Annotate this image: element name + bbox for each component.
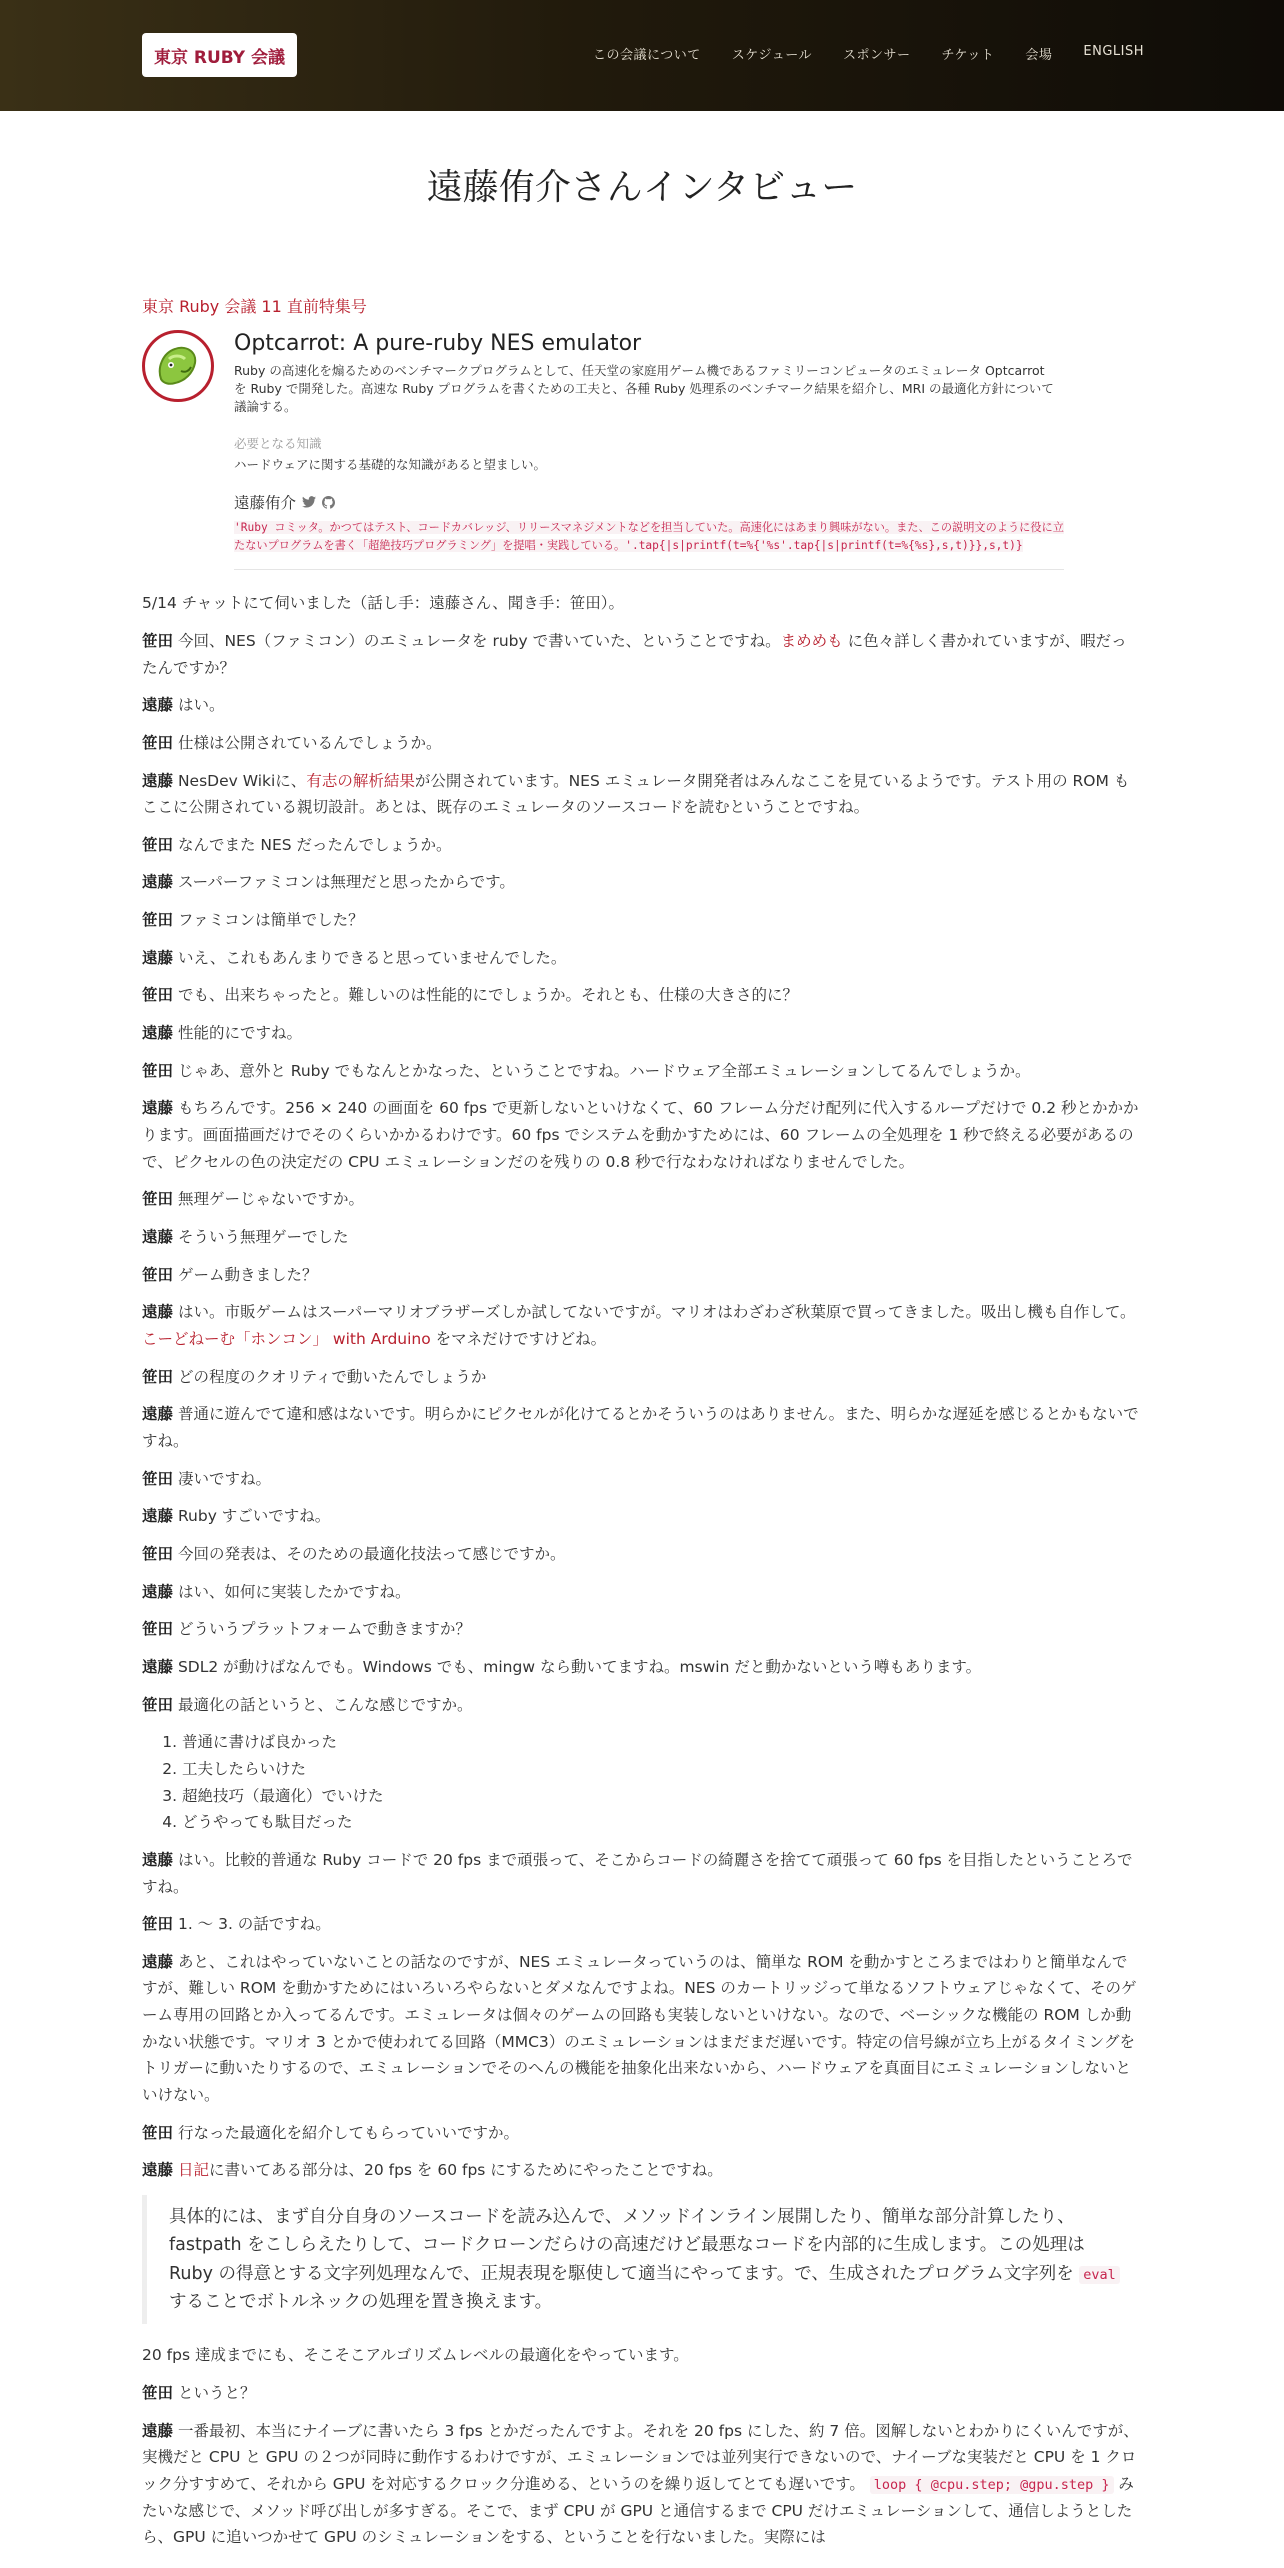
qa-paragraph — [142, 832, 1142, 859]
speaker-label: 遠藤 — [142, 696, 174, 715]
nav-about[interactable]: この会議について — [593, 48, 701, 63]
speaker-avatar-icon — [151, 339, 205, 393]
nav-venue[interactable]: 会場 — [1025, 48, 1053, 63]
speaker-label: 笹田 — [142, 1367, 174, 1386]
speaker-label: 笹田 — [142, 1544, 174, 1563]
qa-text: みたいな感じで、メソッド呼び出しが多すぎる。そこで、まず CPU が GPU と通信するまで CPU だけエミュレーションして、通信しようとしたら、GPU に追いつかせて GPU のシミュレーションをする、ということを行ないました。実際には — [142, 2475, 1134, 2547]
qa-text: に色々詳しく書かれていますが、暇だったんですか？ — [142, 631, 1127, 677]
quote-text: 具体的には、まず自分自身のソースコードを読み込んで、メソッドインライン展開したり、簡単な部分計算したり、fastpath をこしらえたりして、コードクローンだらけの高速だけど最悪なコードを内部的に生成します。この処理は Ruby の得意とする文字列処理なんで、正規表現を駆使して適当にやってます。で、生成されたプログラム文字列を — [169, 2207, 1085, 2284]
speaker-label: 遠藤 — [142, 1507, 174, 1526]
speaker-label: 遠藤 — [142, 2421, 174, 2440]
qa-paragraph — [142, 1466, 1142, 1493]
site-logo[interactable]: 東京 RUBY 会議 — [142, 33, 297, 77]
qa-paragraph — [142, 1095, 1142, 1175]
list-item: 4. どうやっても駄目だった — [182, 1809, 1142, 1836]
github-icon[interactable] — [322, 496, 335, 509]
qa-text: じゃあ、意外と Ruby でもなんとかなった、ということですね。ハードウェア全部エミュレーションしてるんでしょうか。 — [177, 1061, 1031, 1080]
speaker-line — [234, 491, 1064, 513]
qa-text: はい。比較的普通な Ruby コードで 20 fps まで頑張って、そこからコードの綺麗さを捨てて頑張って 60 fps を目指したということろですね。 — [142, 1850, 1133, 1896]
qa-text: 一番最初、本当にナイーブに書いたら 3 fps とかだったんですよ。それを 20 fps にした、約 7 倍。図解しないとわかりにくいんですが、実機だと CPU と GPU の２つが同時に動作するわけですが、エミュレーションでは並列実行できないので、ナイーブな実装だと CPU を 1 クロック分すすめて、それから GPU を対応するクロック分進める、というのを繰り返してとても遅いです。 — [142, 2421, 1139, 2494]
qa-text: Ruby すごいですね。 — [177, 1507, 331, 1526]
speaker-label: 笹田 — [142, 2384, 174, 2403]
speaker-label: 遠藤 — [142, 1657, 174, 1676]
speaker-label: 遠藤 — [142, 1850, 174, 1869]
qa-paragraph — [142, 1401, 1142, 1454]
qa-paragraph — [142, 1692, 1142, 1719]
speaker-name: 遠藤侑介 — [234, 494, 297, 513]
qa-paragraph — [142, 2380, 1142, 2407]
speaker-label: 笹田 — [142, 1695, 174, 1714]
speaker-label: 遠藤 — [142, 1024, 174, 1043]
speaker-label: 遠藤 — [142, 1405, 174, 1424]
qa-text: でも、出来ちゃったと。難しいのは性能的にでしょうか。それとも、仕様の大きさ的に？ — [177, 986, 798, 1005]
qa-text: 行なった最適化を紹介してもらっていいですか。 — [177, 2123, 519, 2142]
page-title: 遠藤侑介さんインタビュー — [426, 167, 858, 208]
qa-paragraph — [142, 1654, 1142, 1681]
special-issue-label: 東京 Ruby 会議 11 直前特集号 — [142, 297, 367, 316]
speaker-label: 笹田 — [142, 733, 174, 752]
qa-text: はい。市販ゲームはスーパーマリオブラザーズしか試してないですが。マリオはわざわざ秋葉原で買ってきました。吸出し機も自作して。 — [177, 1303, 1136, 1322]
qa-paragraph — [142, 1364, 1142, 1391]
qa-paragraph — [142, 1616, 1142, 1643]
diary-quote — [142, 2195, 1142, 2324]
nav-schedule[interactable]: スケジュール — [731, 48, 812, 63]
speaker-label: 笹田 — [142, 911, 174, 930]
quote-text: することでボトルネックの処理を置き換えます。 — [169, 2292, 553, 2313]
speaker-label: 遠藤 — [142, 1228, 174, 1247]
diary-link[interactable]: 日記 — [177, 2161, 209, 2180]
main-nav — [593, 44, 1144, 63]
speaker-label: 遠藤 — [142, 948, 174, 967]
qa-paragraph — [142, 1186, 1142, 1213]
speaker-label: 笹田 — [142, 1469, 174, 1488]
speaker-label: 笹田 — [142, 631, 174, 650]
nav-english[interactable]: ENGLISH — [1083, 44, 1144, 59]
speaker-label: 笹田 — [142, 1265, 174, 1284]
talk-description: Ruby の高速化を煽るためのベンチマークプログラムとして、任天堂の家庭用ゲーム機であるファミリーコンピュータのエミュレータ Optcarrot を Ruby で開発した。高速な Ruby プログラムを書くための工夫と、各種 Ruby 処理系のベンチマーク結果を紹介し、MRI の最適化方針について議論する。 — [234, 363, 1054, 415]
main-content — [142, 111, 1142, 2551]
interview-article — [142, 590, 1142, 2551]
site-header — [0, 0, 1284, 111]
qa-text: 性能的にですね。 — [177, 1024, 302, 1043]
qa-paragraph — [142, 1224, 1142, 1251]
qa-text: スーパーファミコンは無理だと思ったからです。 — [177, 873, 515, 892]
speaker-label: 笹田 — [142, 1620, 174, 1639]
qa-paragraph — [142, 730, 1142, 757]
qa-paragraph — [142, 1541, 1142, 1568]
nav-tickets[interactable]: チケット — [941, 48, 995, 63]
optimization-list — [142, 1729, 1142, 1836]
list-item: 2. 工夫したらいけた — [182, 1756, 1142, 1783]
qa-text: をマネだけですけどね。 — [430, 1330, 607, 1348]
avatar — [142, 330, 214, 402]
qa-text: そういう無理ゲーでした — [177, 1228, 349, 1247]
qa-text: 普通に遊んでて違和感はないです。明らかにピクセルが化けてるとかそういうのはありません。また、明らかな遅延を感じるとかもないですね。 — [142, 1405, 1139, 1450]
qa-paragraph — [142, 1299, 1142, 1352]
qa-paragraph — [142, 2157, 1142, 2184]
qa-text: ファミコンは簡単でした？ — [177, 911, 364, 930]
qa-text: というと？ — [177, 2384, 256, 2403]
qa-text: が公開されています。NES エミュレータ開発者はみんなここを見ているようです。テスト用の ROM もここに公開されている親切設計。あとは、既存のエミュレータのソースコードを読むということですね。 — [142, 771, 1130, 817]
qa-paragraph — [142, 1262, 1142, 1289]
analysis-results-link[interactable]: 有志の解析結果 — [306, 771, 415, 790]
talk-title: Optcarrot: A pure-ruby NES emulator — [234, 331, 642, 356]
qa-text: 今回の発表は、そのための最適化技法って感じですか。 — [177, 1544, 566, 1563]
qa-text: に書いてある部分は、20 fps を 60 fps にするためにやったことですね。 — [208, 2161, 723, 2180]
qa-text: 仕様は公開されているんでしょうか。 — [177, 733, 442, 752]
qa-paragraph — [142, 869, 1142, 896]
qa-text: いえ、これもあんまりできると思っていませんでした。 — [177, 948, 567, 967]
speaker-label: 遠藤 — [142, 1952, 174, 1971]
qa-text: 凄いですね。 — [177, 1469, 271, 1488]
qa-paragraph — [142, 1579, 1142, 1606]
speaker-label: 遠藤 — [142, 2161, 174, 2180]
speaker-label: 笹田 — [142, 1190, 174, 1209]
qa-text: はい、如何に実装したかですね。 — [177, 1582, 411, 1601]
qa-text: 最適化の話というと、こんな感じですか。 — [177, 1695, 473, 1714]
talk-card — [142, 330, 1142, 570]
qa-paragraph — [142, 1911, 1142, 1938]
talk-body — [234, 330, 1064, 570]
qa-text: なんでまた NES だったんでしょうか。 — [177, 835, 452, 854]
qa-paragraph — [142, 692, 1142, 719]
qa-paragraph — [142, 1503, 1142, 1530]
speaker-label: 笹田 — [142, 1061, 174, 1080]
twitter-icon[interactable] — [302, 496, 316, 508]
speaker-label: 遠藤 — [142, 1099, 174, 1118]
qa-text: 今回、NES（ファミコン）のエミュレータを ruby で書いていた、ということですね。 — [177, 631, 781, 650]
qa-text: はい。 — [177, 696, 225, 715]
divider — [234, 569, 1064, 570]
speaker-label: 笹田 — [142, 1915, 174, 1934]
nav-sponsors[interactable]: スポンサー — [843, 48, 911, 63]
intro-paragraph: 5/14 チャットにて伺いました（話し手：遠藤さん、聞き手：笹田）。 — [142, 594, 624, 613]
qa-paragraph — [142, 907, 1142, 934]
speaker-label: 笹田 — [142, 835, 174, 854]
qa-paragraph — [142, 2120, 1142, 2147]
list-item: 1. 普通に書けば良かった — [182, 1729, 1142, 1756]
plain-paragraph: 20 fps 達成までにも、そこそこアルゴリズムレベルの最適化をやっています。 — [142, 2346, 689, 2365]
speaker-bio-code: 'Ruby コミッタ。かつてはテスト、コードカバレッジ、リリースマネジメントなどを担当していた。高速化にはあまり興味がない。また、この説明文のように役に立たないプログラムを書く「超絶技巧プログラミング」を提唱・実践している。'.tap{|s|printf(t=%{'%s'.tap{|s|printf(t=%{%s},s,t)}},s,t)} — [234, 521, 1064, 553]
speaker-label: 遠藤 — [142, 771, 174, 790]
qa-text: どの程度のクオリティで動いたんでしょうか — [177, 1367, 487, 1386]
qa-paragraph — [142, 628, 1142, 681]
qa-text: NesDev Wikiに、 — [177, 771, 307, 790]
eval-code: eval — [1079, 2266, 1120, 2284]
speaker-label: 笹田 — [142, 986, 174, 1005]
speaker-bio — [234, 519, 1064, 555]
mamememo-link[interactable]: まめめも — [780, 631, 843, 650]
qa-paragraph — [142, 2418, 1142, 2551]
qa-paragraph — [142, 1020, 1142, 1047]
qa-paragraph — [142, 1847, 1142, 1900]
qa-text: 1. 〜 3. の話ですね。 — [177, 1915, 331, 1934]
speaker-label: 遠藤 — [142, 873, 174, 892]
qa-text: 無理ゲーじゃないですか。 — [177, 1190, 364, 1209]
loop-code: loop { @cpu.step; @gpu.step } — [870, 2476, 1114, 2494]
qa-text: ゲーム動きました？ — [177, 1265, 318, 1284]
list-item: 3. 超絶技巧（最適化）でいけた — [182, 1783, 1142, 1810]
qa-paragraph — [142, 1949, 1142, 2109]
requirements-label: 必要となる知識 — [234, 436, 322, 452]
qa-text: どういうプラットフォームで動きますか？ — [177, 1620, 471, 1639]
requirements-text: ハードウェアに関する基礎的な知識があると望ましい。 — [234, 457, 547, 473]
hongkong-arduino-link[interactable]: こーどねーむ「ホンコン」 with Arduino — [142, 1330, 431, 1348]
qa-paragraph — [142, 768, 1142, 821]
qa-paragraph — [142, 945, 1142, 972]
speaker-label: 遠藤 — [142, 1303, 174, 1322]
qa-text: SDL2 が動けばなんでも。Windows でも、mingw なら動いてますね。mswin だと動かないという噂もあります。 — [177, 1657, 982, 1676]
qa-paragraph — [142, 1058, 1142, 1085]
speaker-label: 笹田 — [142, 2123, 174, 2142]
qa-text: あと、これはやっていないことの話なのですが、NES エミュレータっていうのは、簡単な ROM を動かすところまではわりと簡単なんですが、難しい ROM を動かすためにはいろいろやらないとダメなんですよね。NES のカートリッジって単なるソフトウェアじゃなくて、そのゲーム専用の回路とか入ってるんです。エミュレータは個々のゲームの回路も実装しないといけない。なので、ベーシックな機能の ROM しか動かない状態です。マリオ 3 とかで使われてる回路（MMC3）のエミュレーションはまだまだ遅いです。特定の信号線が立ち上がるタイミングをトリガーに動いたりするので、エミュレーションでそのへんの機能を抽象化出来ないから、ハードウェアを真面目にエミュレーションしないといけない。 — [142, 1952, 1137, 2105]
speaker-label: 遠藤 — [142, 1582, 174, 1601]
qa-paragraph — [142, 982, 1142, 1009]
qa-text: もちろんです。256 × 240 の画面を 60 fps で更新しないといけなくて、60 フレーム分だけ配列に代入するループだけで 0.2 秒とかかかります。画面描画だけでそのくらいかかるわけです。60 fps でシステムを動かすためには、60 フレームの全処理を 1 秒で終える必要があるので、ピクセルの色の決定だの CPU エミュレーションだのを残りの 0.8 秒で行なわなければなりませんでした。 — [142, 1099, 1139, 1171]
